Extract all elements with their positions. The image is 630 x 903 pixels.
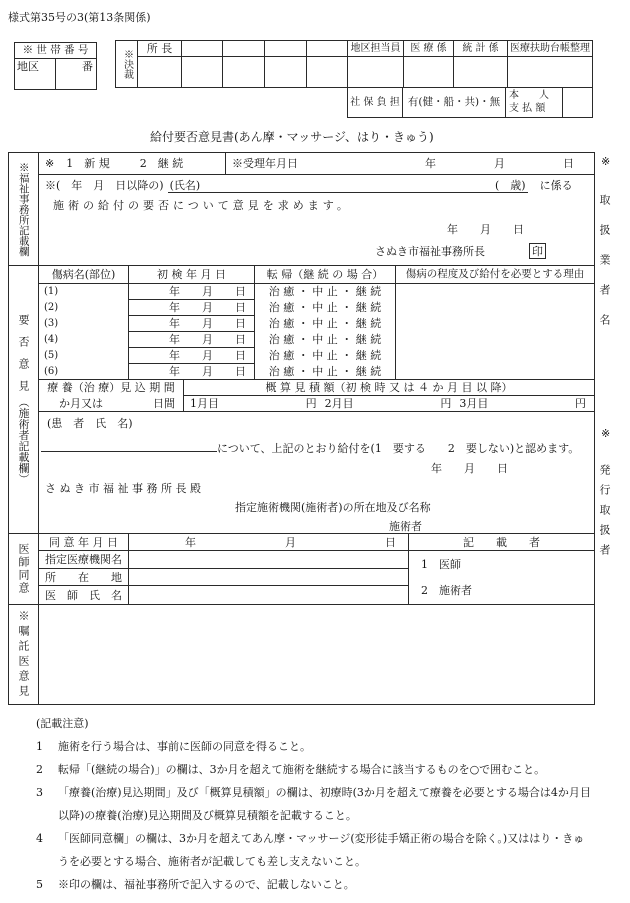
first-exam-date-cell: 年 月 日	[129, 348, 254, 364]
self-payment-label-line1: 本 人	[509, 90, 549, 101]
first-exam-date-cell: 年 月 日	[129, 332, 254, 348]
injury-row-number: (4)	[44, 334, 59, 345]
note-number: 3	[36, 786, 43, 799]
receipt-day-label: 日	[563, 157, 574, 170]
practitioner-label: 施術者	[389, 520, 422, 533]
injury-table-header	[39, 266, 594, 284]
institution-location-label: 所 在 地	[39, 569, 129, 586]
institution-location-value-cell	[129, 569, 408, 586]
doctor-consent-rows	[39, 551, 594, 605]
receipt-year-label: 年	[425, 157, 436, 170]
period-estimate-row	[39, 380, 594, 412]
commissioned-doctor-section-label: ※嘱託医意見	[17, 609, 30, 700]
household-number-header: ※ 世 帯 番 号	[15, 43, 96, 59]
district-number-label: 番	[82, 60, 93, 73]
note-number: 1	[36, 740, 43, 753]
consent-date-row	[39, 534, 594, 551]
recorder-header: 記 載 者	[463, 535, 540, 549]
request-notice-block	[39, 175, 594, 266]
main-form-table	[8, 152, 595, 705]
kessai-label: ※決裁	[121, 49, 133, 79]
social-insurance-row	[347, 87, 593, 118]
institution-address-label: 指定施術機関(施術者)の所在地及び名称	[235, 501, 431, 514]
approval-empty-header-1	[181, 41, 222, 57]
ledger-header: 医療扶助台帳整理	[507, 41, 592, 57]
injury-row-number: (2)	[44, 302, 59, 313]
patient-name-label: (患 者 氏 名)	[47, 417, 133, 430]
medical-institution-label: 指定医療機関名	[39, 551, 129, 568]
social-insurance-options: 有(健・船・共)・無	[403, 88, 506, 117]
note-item-4	[36, 827, 594, 873]
form-content-column	[39, 153, 594, 704]
welfare-office-section-label: ※福祉事務所記載欄	[17, 161, 30, 257]
consent-date-label: 同 意 年 月 日	[39, 534, 129, 550]
period-days-label: 日間	[153, 397, 175, 410]
injury-row-number: (6)	[44, 366, 59, 377]
approval-empty-header-4	[306, 41, 347, 57]
receipt-month-label: 月	[494, 157, 505, 170]
period-months-label: か月又は	[59, 397, 103, 410]
estimate-month2-label: 2月目	[324, 397, 354, 410]
issuing-agent-mark: ※	[601, 427, 611, 440]
option-continue: 2 継 続	[139, 157, 184, 170]
issuing-agent-label: 発行取扱者	[598, 464, 611, 564]
medical-section-header: 医 療 係	[403, 41, 453, 57]
estimate-month2-unit: 円	[440, 397, 452, 410]
outcome-header: 転 帰（継 続 の 場 合）	[255, 266, 396, 283]
side-label-column	[9, 153, 39, 704]
side-label-opinion	[9, 266, 38, 534]
consent-day-label: 日	[385, 535, 396, 549]
estimate-month1-label: 1月目	[190, 397, 219, 410]
statistics-section-header: 統 計 係	[453, 41, 507, 57]
consent-year-label: 年	[185, 535, 196, 549]
period-label: 療 養（治 療）見 込 期 間	[47, 381, 175, 394]
injury-number-column	[39, 284, 129, 379]
practitioner-statement-block	[39, 412, 594, 534]
addressee-label: さ ぬ き 市 福 祉 事 務 所 長 殿	[45, 482, 201, 495]
estimate-month3-label: 3月目	[459, 397, 489, 410]
commissioned-doctor-opinion-area	[39, 605, 594, 704]
note-text: 「療養(治療)見込期間」及び「概算見積額」の欄は、初療時(3か月を超えて療養を必要とする場合は4か月目以降)の療養(治療)見込期間及び概算見積額を記載すること。	[58, 786, 591, 822]
approval-empty-header-3	[264, 41, 306, 57]
note-text: 「医師同意欄」の欄は、3か月を超えてあん摩・マッサージ(変形徒手矯正術の場合を除く。)又ははり・きゅうを必要とする場合、施術者が記載しても差し支えないこと。	[58, 832, 585, 868]
patient-name-blank	[168, 180, 528, 193]
approval-stamp-cell-2	[222, 57, 264, 87]
self-payment-label-line2: 支 払 額	[509, 103, 546, 114]
first-exam-date-cell: 年 月 日	[129, 284, 254, 300]
note-number: 4	[36, 832, 43, 845]
type-and-receipt-row	[39, 153, 594, 175]
injury-name-header: 傷病名(部位)	[39, 266, 129, 283]
recorder-option-practitioner: 2 施術者	[421, 584, 472, 598]
medical-section-cell	[403, 57, 453, 87]
note-item-3	[36, 781, 594, 827]
outcome-options: 治 癒 ・ 中 止 ・ 継 続	[268, 333, 382, 346]
outcome-column	[255, 284, 396, 379]
district-officer-cell	[347, 57, 403, 87]
first-exam-date-header: 初 検 年 月 日	[129, 266, 255, 283]
handling-agent-mark: ※	[601, 155, 611, 168]
opinion-request-sentence: 施術の給付の要否について意見を求めます。	[53, 199, 352, 212]
estimate-month3-unit: 円	[575, 397, 587, 410]
chief-header: 所 長	[137, 41, 181, 57]
practitioner-date-line: 年 月 日	[431, 462, 508, 475]
approval-empty-header-2	[222, 41, 264, 57]
first-exam-date-cell: 年 月 日	[129, 300, 254, 316]
note-item-5	[36, 873, 594, 896]
approval-statement: について、上記のとおり給付を(1 要する 2 要しない)と認めます。	[217, 442, 580, 455]
medical-institution-value-cell	[129, 551, 408, 568]
notice-suffix: に係る	[539, 179, 573, 192]
form-title: 給付要否意見書(あん摩・マッサージ、はり・きゅう)	[150, 130, 434, 144]
social-insurance-label: 社 保 負 担	[348, 88, 403, 117]
reason-header: 傷病の程度及び給付を必要とする理由	[405, 268, 585, 281]
outcome-options: 治 癒 ・ 中 止 ・ 継 続	[268, 317, 382, 330]
form-code: 様式第35号の3(第13条関係)	[8, 11, 151, 24]
note-item-1	[36, 735, 594, 758]
injury-row-number: (3)	[44, 318, 59, 329]
doctor-consent-section-label: 医師同意	[17, 543, 30, 595]
recorder-option-doctor: 1 医師	[421, 557, 461, 571]
patient-name-underline	[41, 441, 217, 452]
welfare-date-line: 年 月 日	[447, 223, 524, 236]
injury-row-number: (5)	[44, 350, 59, 361]
district-officer-header: 地区担当員	[347, 41, 403, 57]
note-text: ※印の欄は、福祉事務所で記入するので、記載しないこと。	[58, 878, 355, 891]
option-new: 1 新 規	[66, 157, 110, 170]
household-number-table	[14, 42, 97, 90]
estimate-header: 概 算 見 積 額（初 検 時 又 は ４ か 月 目 以 降）	[184, 380, 594, 396]
welfare-director-label: さぬき市福祉事務所長	[375, 244, 485, 258]
doctor-name-label: 医 師 氏 名	[39, 586, 129, 604]
handling-agent-label: 取扱業者名	[598, 194, 611, 344]
first-exam-date-column	[129, 284, 255, 379]
seal-box: 印	[529, 243, 546, 259]
consent-month-label: 月	[285, 535, 296, 549]
name-field-label: (氏名)	[169, 179, 201, 192]
notes-title: (記載注意)	[36, 717, 89, 730]
note-number: 2	[36, 763, 43, 776]
chief-stamp-cell	[137, 57, 181, 87]
note-number: 5	[36, 878, 43, 891]
notes-section	[36, 712, 594, 896]
receipt-date-label: ※受理年月日	[232, 157, 298, 170]
approval-stamp-cell-1	[181, 57, 222, 87]
outcome-options: 治 癒 ・ 中 止 ・ 継 続	[268, 301, 382, 314]
note-text: 転帰「(継続の場合)」の欄は、3か月を超えて施術を継続する場合に該当するものを○で囲むこと。	[58, 763, 546, 776]
approval-stamp-cell-4	[306, 57, 347, 87]
outcome-options: 治 癒 ・ 中 止 ・ 継 続	[268, 285, 382, 298]
first-exam-date-cell: 年 月 日	[169, 365, 246, 378]
district-label: 地区	[15, 59, 56, 89]
note-text: 施術を行う場合は、事前に医師の同意を得ること。	[58, 740, 311, 753]
injury-table-body	[39, 284, 594, 380]
opinion-section-label: 要 否 意 見 （施術者記載欄）	[17, 314, 30, 485]
note-item-2	[36, 758, 594, 781]
outcome-options: 治 癒 ・ 中 止 ・ 継 続	[268, 365, 382, 378]
side-label-doctor-consent	[9, 534, 38, 605]
first-exam-date-cell: 年 月 日	[129, 316, 254, 332]
statistics-section-cell	[453, 57, 507, 87]
side-label-commissioned-doctor	[9, 605, 38, 704]
doctor-name-value-cell	[129, 586, 408, 604]
reason-column	[396, 284, 594, 379]
welfare-mark: ※	[45, 157, 55, 170]
side-label-welfare-office	[9, 153, 38, 266]
approval-stamp-cell-3	[264, 57, 306, 87]
ledger-cell	[507, 57, 592, 87]
notice-prefix: ※( 年 月 日以降の)	[45, 179, 164, 192]
age-field-label: ( 歳)	[495, 179, 526, 192]
injury-row-number: (1)	[44, 286, 59, 297]
outcome-options: 治 癒 ・ 中 止 ・ 継 続	[268, 349, 382, 362]
approval-table	[115, 40, 593, 88]
self-payment-amount-cell	[563, 88, 592, 117]
estimate-month1-unit: 円	[305, 397, 317, 410]
